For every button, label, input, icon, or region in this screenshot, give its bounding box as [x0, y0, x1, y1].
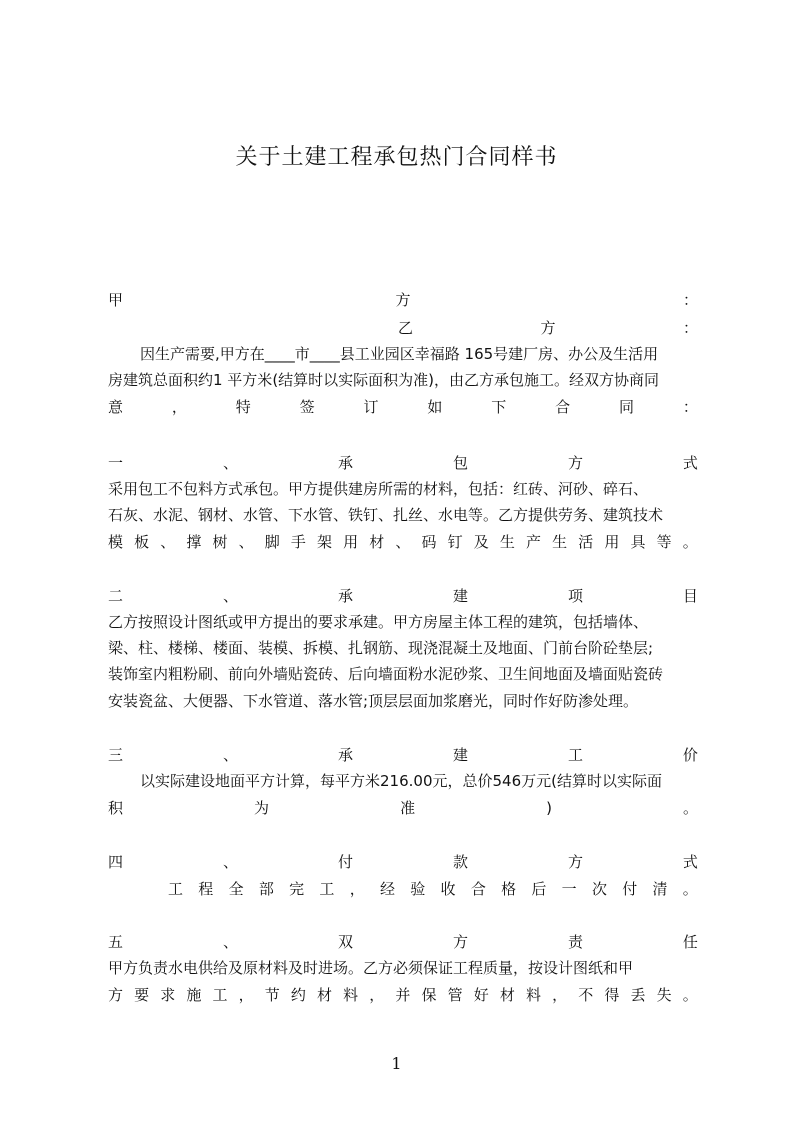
section-heading-1: [108, 450, 698, 476]
paragraph-text: 意 ， 特 签 订 如 下 合 同 ：: [108, 398, 698, 416]
paragraph-text: 模 板 、 撑 树 、 脚 手 架 用 材 、 码 钉 及 生 产 生 活 用 具 等 。: [108, 533, 698, 551]
paragraph-line: 石灰、水泥、钢材、水管、下水管、铁钉、扎丝、水电等。乙方提供劳务、建筑技术: [108, 506, 664, 524]
paragraph-line: [108, 982, 698, 1008]
paragraph-line: [108, 529, 698, 555]
paragraph-line: 乙方按照设计图纸或甲方提出的要求承建。甲方房屋主体工程的建筑，包括墙体、: [108, 613, 649, 631]
section-heading-text: 五 、 双 方 责 任: [108, 933, 698, 951]
page-number: 1: [391, 1054, 402, 1073]
paragraph-text: 工 程 全 部 完 工 ， 经 验 收 合 格 后 一 次 付 清 。: [168, 880, 698, 898]
paragraph-line: 以实际建设地面平方计算，每平方米216.00元，总价546万元(结算时以实际面: [140, 772, 662, 790]
section-heading-text: 三 、 承 建 工 价: [108, 746, 698, 764]
party-b-line: [108, 315, 698, 341]
section-heading-text: 四 、 付 款 方 式: [108, 853, 698, 871]
paragraph-line: [108, 795, 698, 821]
section-heading-text: 一 、 承 包 方 式: [108, 454, 698, 472]
document-title: 关于土建工程承包热门合同样书: [235, 145, 558, 170]
section-heading-5: [108, 929, 698, 955]
paragraph-line: [108, 876, 698, 902]
section-heading-2: [108, 583, 698, 609]
section-heading-4: [108, 849, 698, 875]
paragraph-line: 装饰室内粗粉刷、前向外墙贴瓷砖、后向墙面粉水泥砂浆、卫生间地面及墙面贴瓷砖: [108, 665, 664, 683]
paragraph-line: 甲方负责水电供给及原材料及时进场。乙方必须保证工程质量，按设计图纸和甲: [108, 959, 634, 977]
section-heading-text: 二 、 承 建 项 目: [108, 587, 698, 605]
paragraph-line: [108, 394, 698, 420]
paragraph-text: 积 为 准 ) 。: [108, 799, 698, 817]
paragraph-line: 因生产需要,甲方在____市____县工业园区幸福路 165号建厂房、办公及生活用: [140, 345, 659, 363]
party-a-text: 甲 方 ：: [108, 291, 698, 309]
party-b-text: 乙 方 ：: [398, 319, 698, 337]
section-heading-3: [108, 742, 698, 768]
paragraph-line: 采用包工不包料方式承包。甲方提供建房所需的材料，包括：红砖、河砂、碎石、: [108, 480, 649, 498]
paragraph-text: 方 要 求 施 工 ， 节 约 材 料 ， 并 保 管 好 材 料 ， 不 得 丢 失 。: [108, 986, 698, 1004]
paragraph-line: 房建筑总面积约1 平方米(结算时以实际面积为准)，由乙方承包施工。经双方协商同: [108, 371, 660, 389]
paragraph-line: 安装瓷盆、大便器、下水管道、落水管;顶层层面加浆磨光，同时作好防渗处理。: [108, 692, 639, 710]
paragraph-line: 梁、柱、楼梯、楼面、装模、拆模、扎钢筋、现浇混凝土及地面、门前台阶砼垫层;: [108, 639, 654, 657]
party-a-line: [108, 287, 698, 313]
